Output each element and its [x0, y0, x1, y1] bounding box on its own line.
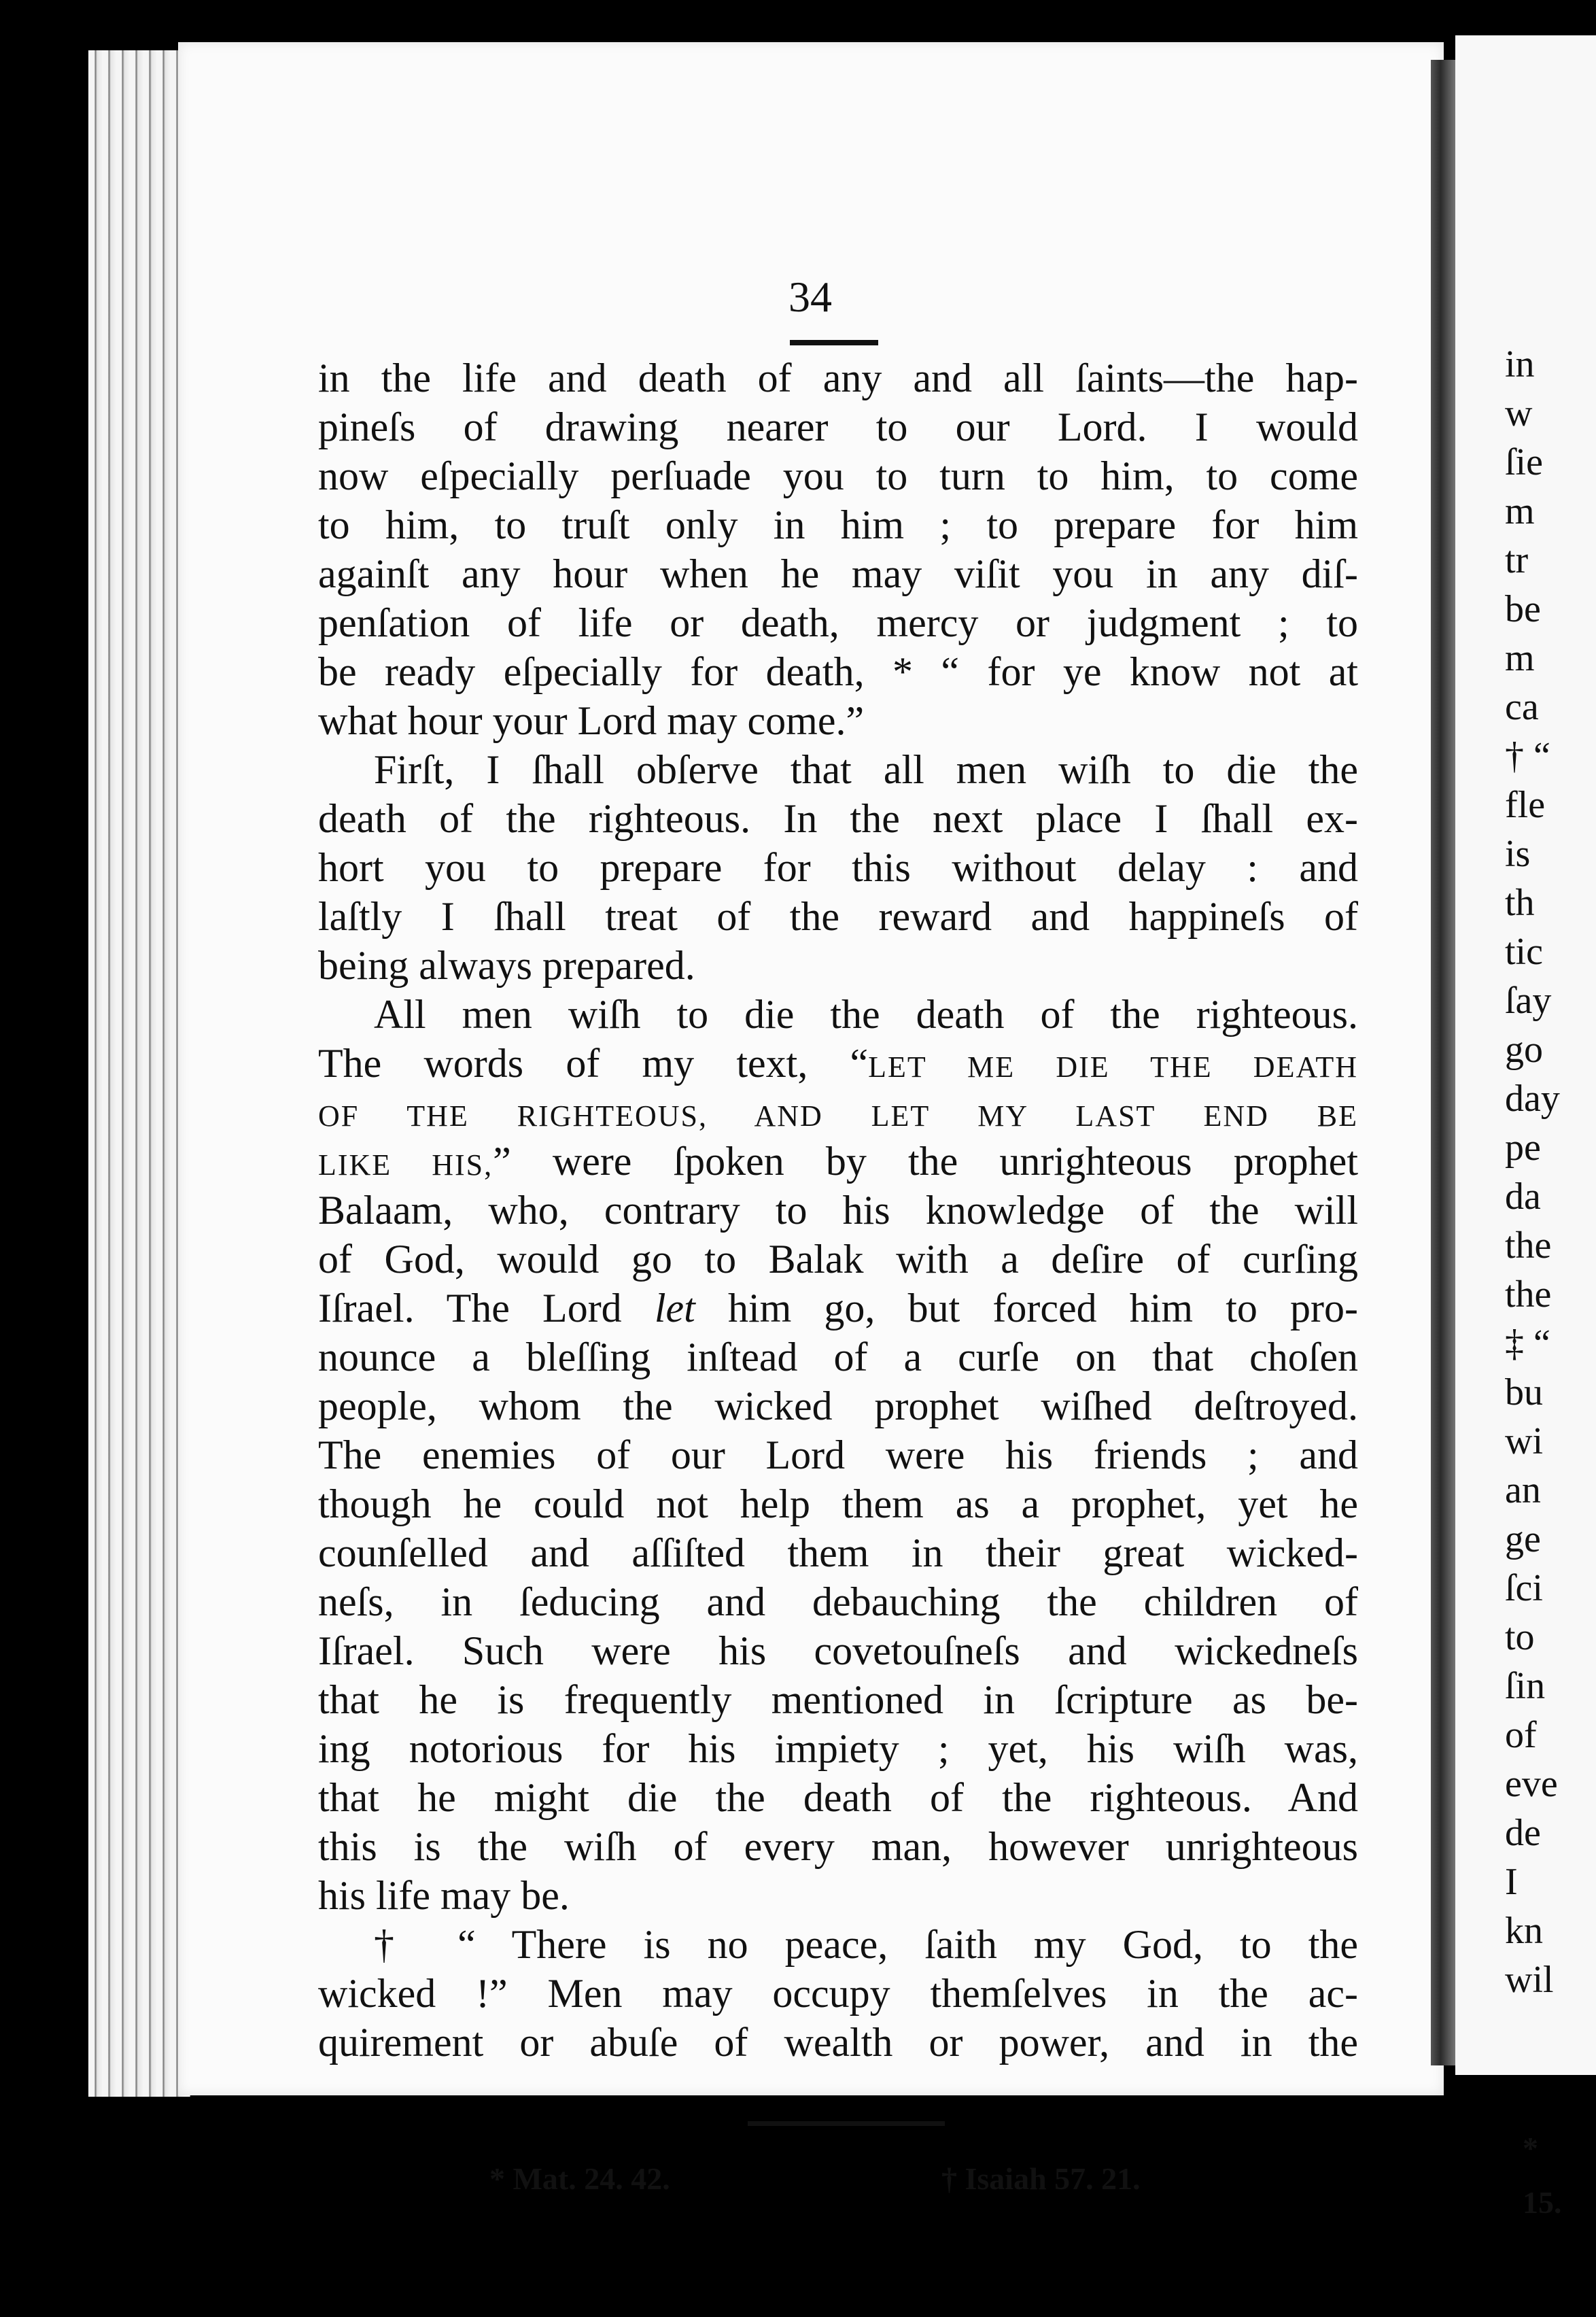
text-line: wicked !” Men may occupy themſelves in the ac- — [318, 1971, 1358, 2016]
text-line — [318, 1137, 1358, 1186]
facing-fragment: is — [1505, 833, 1531, 875]
facing-fragment: of — [1505, 1714, 1537, 1756]
facing-fragment: m — [1505, 637, 1535, 679]
text-line: this is the wiſh of every man, however unrighteous — [318, 1824, 1358, 1869]
text-line: people, whom the wicked prophet wiſhed deſtroyed. — [318, 1384, 1358, 1428]
page-number: 34 — [788, 273, 832, 321]
facing-fragment: ca — [1505, 686, 1539, 728]
text-line: ing notorious for his impiety ; yet, his wiſh was, — [318, 1726, 1358, 1771]
text-line: what hour your Lord may come.” — [318, 698, 865, 743]
text-line: pineſs of drawing nearer to our Lord. I would — [318, 405, 1358, 449]
text-line: penſation of life or death, mercy or judgment ; to — [318, 600, 1358, 645]
text-line — [318, 1088, 1358, 1137]
text-fragment: Iſrael. The Lord — [318, 1286, 655, 1331]
text-line: The enemies of our Lord were his friends ; and — [318, 1432, 1358, 1477]
facing-fragment: the — [1505, 1273, 1552, 1316]
facing-fragment: kn — [1505, 1910, 1543, 1952]
facing-fragment: be — [1505, 588, 1541, 630]
facing-fragment: ſin — [1505, 1665, 1546, 1707]
text-line: counſelled and aſſiſted them in their great wicked- — [318, 1530, 1358, 1575]
facing-fragment: ſci — [1505, 1567, 1543, 1609]
facing-fragment: ge — [1505, 1518, 1541, 1560]
text-line: his life may be. — [318, 1873, 570, 1918]
text-line: to him, to truſt only in him ; to prepare for him — [318, 502, 1358, 547]
text-line: being always prepared. — [318, 943, 695, 988]
facing-fragment: I — [1505, 1861, 1518, 1903]
facing-footnote: 15. — [1523, 2185, 1562, 2220]
facing-page-footnotes — [1523, 2121, 1591, 2230]
facing-fragment: † “ — [1505, 735, 1550, 777]
text-line: of God, would go to Balak with a deſire of curſing — [318, 1237, 1358, 1282]
facing-fragment: m — [1505, 490, 1535, 532]
facing-fragment: to — [1505, 1616, 1535, 1658]
facing-fragment: pe — [1505, 1127, 1541, 1169]
text-line: Iſrael. Such were his covetouſneſs and wickedneſs — [318, 1628, 1358, 1673]
text-line — [318, 1039, 1358, 1088]
text-fragment: ” were ſpoken by the unrighteous prophet — [493, 1139, 1358, 1184]
text-line: though he could not help them as a prophet, yet he — [318, 1481, 1358, 1526]
text-line — [318, 1284, 1358, 1333]
text-line: in the life and death of any and all ſaints—the hap- — [318, 356, 1358, 400]
facing-fragment: an — [1505, 1469, 1541, 1511]
facing-fragment: ſay — [1505, 980, 1552, 1022]
facing-fragment: wil — [1505, 1959, 1554, 2001]
facing-fragment: ‡ “ — [1505, 1322, 1550, 1365]
book-gutter — [1431, 60, 1455, 2065]
facing-fragment: de — [1505, 1812, 1541, 1854]
text-line: now eſpecially perſuade you to turn to him, to come — [318, 453, 1358, 498]
facing-fragment: in — [1505, 343, 1535, 385]
text-line: nounce a bleſſing inſtead of a curſe on that choſen — [318, 1335, 1358, 1379]
scripture-quote: LIKE HIS, — [318, 1148, 493, 1182]
facing-fragment: w — [1505, 392, 1533, 434]
facing-fragment: eve — [1505, 1763, 1558, 1805]
paragraph-start: Firſt, I ſhall obſerve that all men wiſh to die the — [374, 747, 1358, 792]
facing-fragment: tr — [1505, 539, 1529, 581]
text-line: death of the righteous. In the next place I ſhall ex- — [318, 796, 1358, 841]
facing-fragment: go — [1505, 1029, 1543, 1071]
facing-fragment: day — [1505, 1078, 1560, 1120]
page-edges — [88, 48, 190, 2102]
text-fragment: him go, but forced him to pro- — [695, 1286, 1359, 1331]
text-line: that he might die the death of the righteous. And — [318, 1775, 1358, 1820]
scripture-quote: OF THE RIGHTEOUS, AND LET MY LAST END BE — [318, 1099, 1358, 1133]
text-line: laſtly I ſhall treat of the reward and happineſs of — [318, 894, 1358, 939]
text-line: neſs, in ſeducing and debauching the children of — [318, 1579, 1358, 1624]
body-text — [318, 354, 1358, 2067]
facing-fragment: th — [1505, 882, 1535, 924]
paragraph-start: All men wiſh to die the death of the righteous. — [374, 992, 1358, 1037]
scripture-quote: LET ME DIE THE DEATH — [868, 1050, 1358, 1084]
facing-fragment: tic — [1505, 931, 1543, 973]
facing-fragment: da — [1505, 1175, 1541, 1218]
footnote: † Isaiah 57. 21. — [941, 2161, 1141, 2196]
text-line: that he is frequently mentioned in ſcripture as be- — [318, 1677, 1358, 1722]
footnote-rule — [748, 2121, 945, 2126]
facing-fragment: ſie — [1505, 441, 1543, 483]
facing-fragment: bu — [1505, 1371, 1543, 1413]
facing-fragment: the — [1505, 1224, 1552, 1267]
text-line: hort you to prepare for this without delay : and — [318, 845, 1358, 890]
facing-fragment: fle — [1505, 784, 1546, 826]
text-line: againſt any hour when he may viſit you in any diſ- — [318, 551, 1358, 596]
text-line: be ready eſpecially for death, * “ for ye know not at — [318, 649, 1358, 694]
facing-fragment: wi — [1505, 1420, 1543, 1462]
footnote: * Mat. 24. 42. — [489, 2161, 670, 2196]
page-number-rule — [790, 340, 878, 345]
text-line: Balaam, who, contrary to his knowledge of the will — [318, 1188, 1358, 1233]
paragraph-start: † “ There is no peace, ſaith my God, to the — [374, 1922, 1358, 1967]
text-fragment: The words of my text, “ — [318, 1041, 869, 1086]
italic-word: let — [654, 1286, 695, 1331]
facing-footnote: * — [1523, 2131, 1538, 2165]
text-line: quirement or abuſe of wealth or power, and in the — [318, 2020, 1358, 2065]
facing-page-text — [1505, 340, 1596, 2004]
